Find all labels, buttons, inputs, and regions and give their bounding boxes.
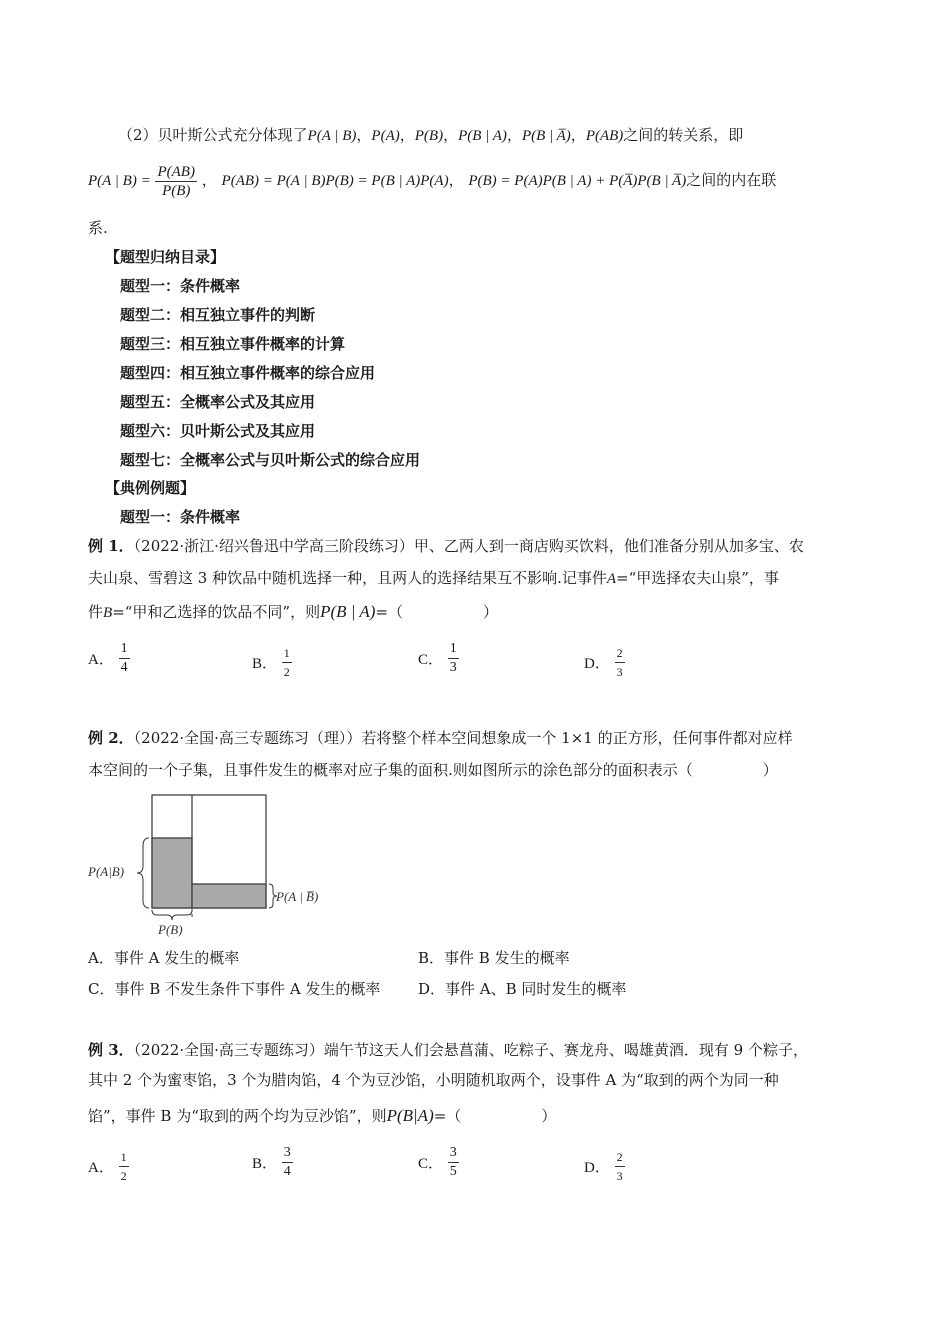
label-p-a-given-b: P(A|B) bbox=[88, 864, 125, 879]
separator: ， bbox=[443, 126, 459, 144]
option-text: 事件 A 发生的概率 bbox=[113, 949, 240, 967]
option-fraction bbox=[448, 640, 459, 677]
option-label: A． bbox=[88, 949, 114, 967]
example-text: =（ bbox=[433, 1107, 462, 1125]
example-text: 馅”，事件 B 为“取到的两个均为豆沙馅”，则 bbox=[88, 1107, 387, 1125]
intro-text: 之间的内在联 bbox=[686, 171, 777, 189]
example-label: 例 1． bbox=[88, 537, 134, 555]
example-text: 件 bbox=[88, 603, 104, 621]
toc-heading: 【题型归纳目录】 bbox=[105, 248, 226, 266]
option-text: 事件 B 发生的概率 bbox=[444, 949, 570, 967]
intro-line-1 bbox=[118, 125, 743, 146]
toc-item: 题型七：全概率公式与贝叶斯公式的综合应用 bbox=[120, 451, 421, 469]
math-term: P(B | A) bbox=[458, 128, 507, 144]
separator: ， bbox=[201, 171, 217, 189]
option-label: D． bbox=[418, 980, 446, 998]
example1-line-1 bbox=[88, 536, 804, 556]
example-text: （2022·浙江·绍兴鲁迅中学高三阶段练习）甲、乙两人到一商店购买饮料，他们准备分别从加多宝、农 bbox=[133, 537, 804, 555]
option-label: A． bbox=[88, 652, 114, 668]
section-title: 题型一：条件概率 bbox=[120, 508, 241, 526]
example-text: （2022·全国·高三专题练习）端午节这天人们会悬菖蒲、吃粽子、赛龙舟、喝雄黄酒．现有 9 个粽子， bbox=[133, 1041, 808, 1059]
fraction-numerator: 1 bbox=[119, 640, 130, 659]
example3-line-3 bbox=[88, 1106, 556, 1126]
bottom-brace bbox=[152, 910, 192, 920]
option-label: D． bbox=[584, 656, 610, 672]
example-text: （2022·全国·高三专题练习（理））若将整个样本空间想象成一个 1×1 的正方形，任何事件都对应样 bbox=[133, 729, 793, 747]
example2-option-d[interactable] bbox=[418, 979, 626, 999]
example1-line-3 bbox=[88, 602, 498, 623]
fraction-numerator: 3 bbox=[448, 1144, 459, 1163]
option-fraction bbox=[615, 1148, 625, 1185]
fraction-denominator: 2 bbox=[120, 1169, 127, 1183]
option-label: C． bbox=[418, 1156, 444, 1172]
label-p-b: P(B) bbox=[158, 922, 183, 937]
example-text: =“甲和乙选择的饮品不同”，则 bbox=[112, 603, 321, 621]
example-label: 例 3． bbox=[88, 1041, 134, 1059]
toc-item: 题型五：全概率公式及其应用 bbox=[120, 393, 316, 411]
separator: ， bbox=[399, 126, 415, 144]
toc-item: 题型二：相互独立事件的判断 bbox=[120, 306, 316, 324]
option-label: B． bbox=[252, 1156, 278, 1172]
option-text: 事件 B 不发生条件下事件 A 发生的概率 bbox=[114, 980, 381, 998]
separator: ， bbox=[356, 126, 372, 144]
fraction-denominator: 3 bbox=[616, 1169, 623, 1183]
fraction-numerator: 3 bbox=[282, 1144, 293, 1163]
shaded-region-a-given-b bbox=[152, 838, 192, 908]
toc-item: 题型四：相互独立事件概率的综合应用 bbox=[120, 364, 376, 382]
toc-item: 题型一：条件概率 bbox=[120, 277, 241, 295]
option-label: C． bbox=[88, 980, 115, 998]
math-term: P(A | B) bbox=[307, 128, 357, 144]
example-text: =“甲选择农夫山泉”，事 bbox=[616, 569, 779, 587]
separator: ， bbox=[570, 126, 586, 144]
example-text: 本空间的一个子集，且事件发生的概率对应子集的面积.则如图所示的涂色部分的面积表示（ bbox=[88, 761, 693, 779]
examples-heading: 【典例例题】 bbox=[105, 479, 196, 497]
example3-line-1 bbox=[88, 1040, 808, 1060]
example-text: ） bbox=[483, 603, 499, 621]
toc-item: 题型六：贝叶斯公式及其应用 bbox=[120, 422, 316, 440]
fraction-numerator: 2 bbox=[615, 1148, 625, 1167]
event-variable: B bbox=[103, 605, 113, 621]
fraction-denominator: P(B) bbox=[162, 182, 191, 199]
formula-multiplication: P(AB) = P(A | B)P(B) = P(B | A)P(A) bbox=[221, 173, 449, 189]
option-label: B． bbox=[252, 656, 278, 672]
label-p-a-given-not-b: P(A | B̅) bbox=[276, 889, 319, 904]
option-fraction bbox=[448, 1144, 459, 1181]
option-b[interactable] bbox=[252, 644, 292, 681]
option-a[interactable] bbox=[88, 640, 130, 677]
conditional-expression: P(B | A) bbox=[320, 602, 376, 621]
math-term: P(A) bbox=[371, 128, 400, 144]
intro-text: （2）贝叶斯公式充分体现了 bbox=[118, 126, 308, 144]
example1-line-2 bbox=[88, 568, 779, 589]
intro-text: 之间的转关系，即 bbox=[623, 126, 744, 144]
option-fraction bbox=[119, 640, 130, 677]
fraction-numerator: P(AB) bbox=[157, 163, 195, 180]
formula-total-probability: P(B) = P(A)P(B | A) + P(A̅)P(B | A̅) bbox=[468, 173, 687, 189]
option-fraction bbox=[119, 1148, 129, 1185]
fraction-denominator: 4 bbox=[120, 660, 128, 675]
example2-option-a[interactable] bbox=[88, 948, 239, 968]
example-text: ） bbox=[541, 1107, 557, 1125]
example3-option-a[interactable] bbox=[88, 1148, 129, 1185]
fraction-denominator: 4 bbox=[283, 1164, 291, 1179]
fraction-numerator: 2 bbox=[615, 644, 625, 663]
option-label: C． bbox=[418, 652, 444, 668]
fraction-denominator: 3 bbox=[449, 660, 457, 675]
fraction-denominator: 5 bbox=[449, 1164, 457, 1179]
option-label: B． bbox=[418, 949, 445, 967]
example3-line-2 bbox=[88, 1070, 779, 1090]
fraction-denominator: 2 bbox=[283, 665, 290, 679]
fraction-numerator: 1 bbox=[282, 644, 292, 663]
example-text: 其中 2 个为蜜枣馅，3 个为腊肉馅，4 个为豆沙馅，小明随机取两个，设事件 A 为“取到的两个为同一种 bbox=[88, 1071, 779, 1089]
option-label: D． bbox=[584, 1160, 610, 1176]
fraction-numerator: 1 bbox=[119, 1148, 129, 1167]
option-d[interactable] bbox=[584, 644, 625, 681]
separator: ， bbox=[506, 126, 522, 144]
formula-lhs: P(A | B) = bbox=[88, 173, 151, 189]
option-fraction bbox=[615, 644, 625, 681]
shaded-region-a-given-not-b bbox=[192, 884, 266, 908]
option-label: A． bbox=[88, 1160, 114, 1176]
option-text: 事件 A、B 同时发生的概率 bbox=[445, 980, 627, 998]
separator: ， bbox=[448, 171, 464, 189]
example2-line-2 bbox=[88, 760, 778, 780]
example3-option-c[interactable] bbox=[418, 1144, 459, 1181]
example-text: 夫山泉、雪碧这 3 种饮品中随机选择一种，且两人的选择结果互不影响.记事件 bbox=[88, 569, 607, 587]
example-text: ） bbox=[762, 761, 778, 779]
example-text: =（ bbox=[375, 603, 404, 621]
example3-option-d[interactable] bbox=[584, 1148, 625, 1185]
example-label: 例 2． bbox=[88, 729, 134, 747]
event-variable: A bbox=[606, 571, 617, 587]
example2-option-b[interactable] bbox=[418, 948, 570, 968]
formula-fraction bbox=[155, 163, 196, 200]
example2-line-1 bbox=[88, 728, 793, 748]
option-fraction bbox=[282, 644, 292, 681]
option-c[interactable] bbox=[418, 640, 459, 677]
conditional-expression: P(B|A) bbox=[386, 1106, 434, 1125]
example2-option-c[interactable] bbox=[88, 979, 380, 999]
toc-item: 题型三：相互独立事件概率的计算 bbox=[120, 335, 346, 353]
fraction-numerator: 1 bbox=[448, 640, 459, 659]
left-brace bbox=[137, 838, 149, 908]
math-term: P(AB) bbox=[585, 128, 624, 144]
intro-line-3: 系. bbox=[88, 219, 108, 237]
math-term: P(B) bbox=[414, 128, 444, 144]
intro-line-2 bbox=[88, 160, 776, 201]
math-term: P(B | A̅) bbox=[521, 128, 571, 144]
probability-square-figure bbox=[85, 788, 335, 938]
fraction-denominator: 3 bbox=[616, 665, 623, 679]
option-fraction bbox=[282, 1144, 293, 1181]
example3-option-b[interactable] bbox=[252, 1144, 293, 1181]
